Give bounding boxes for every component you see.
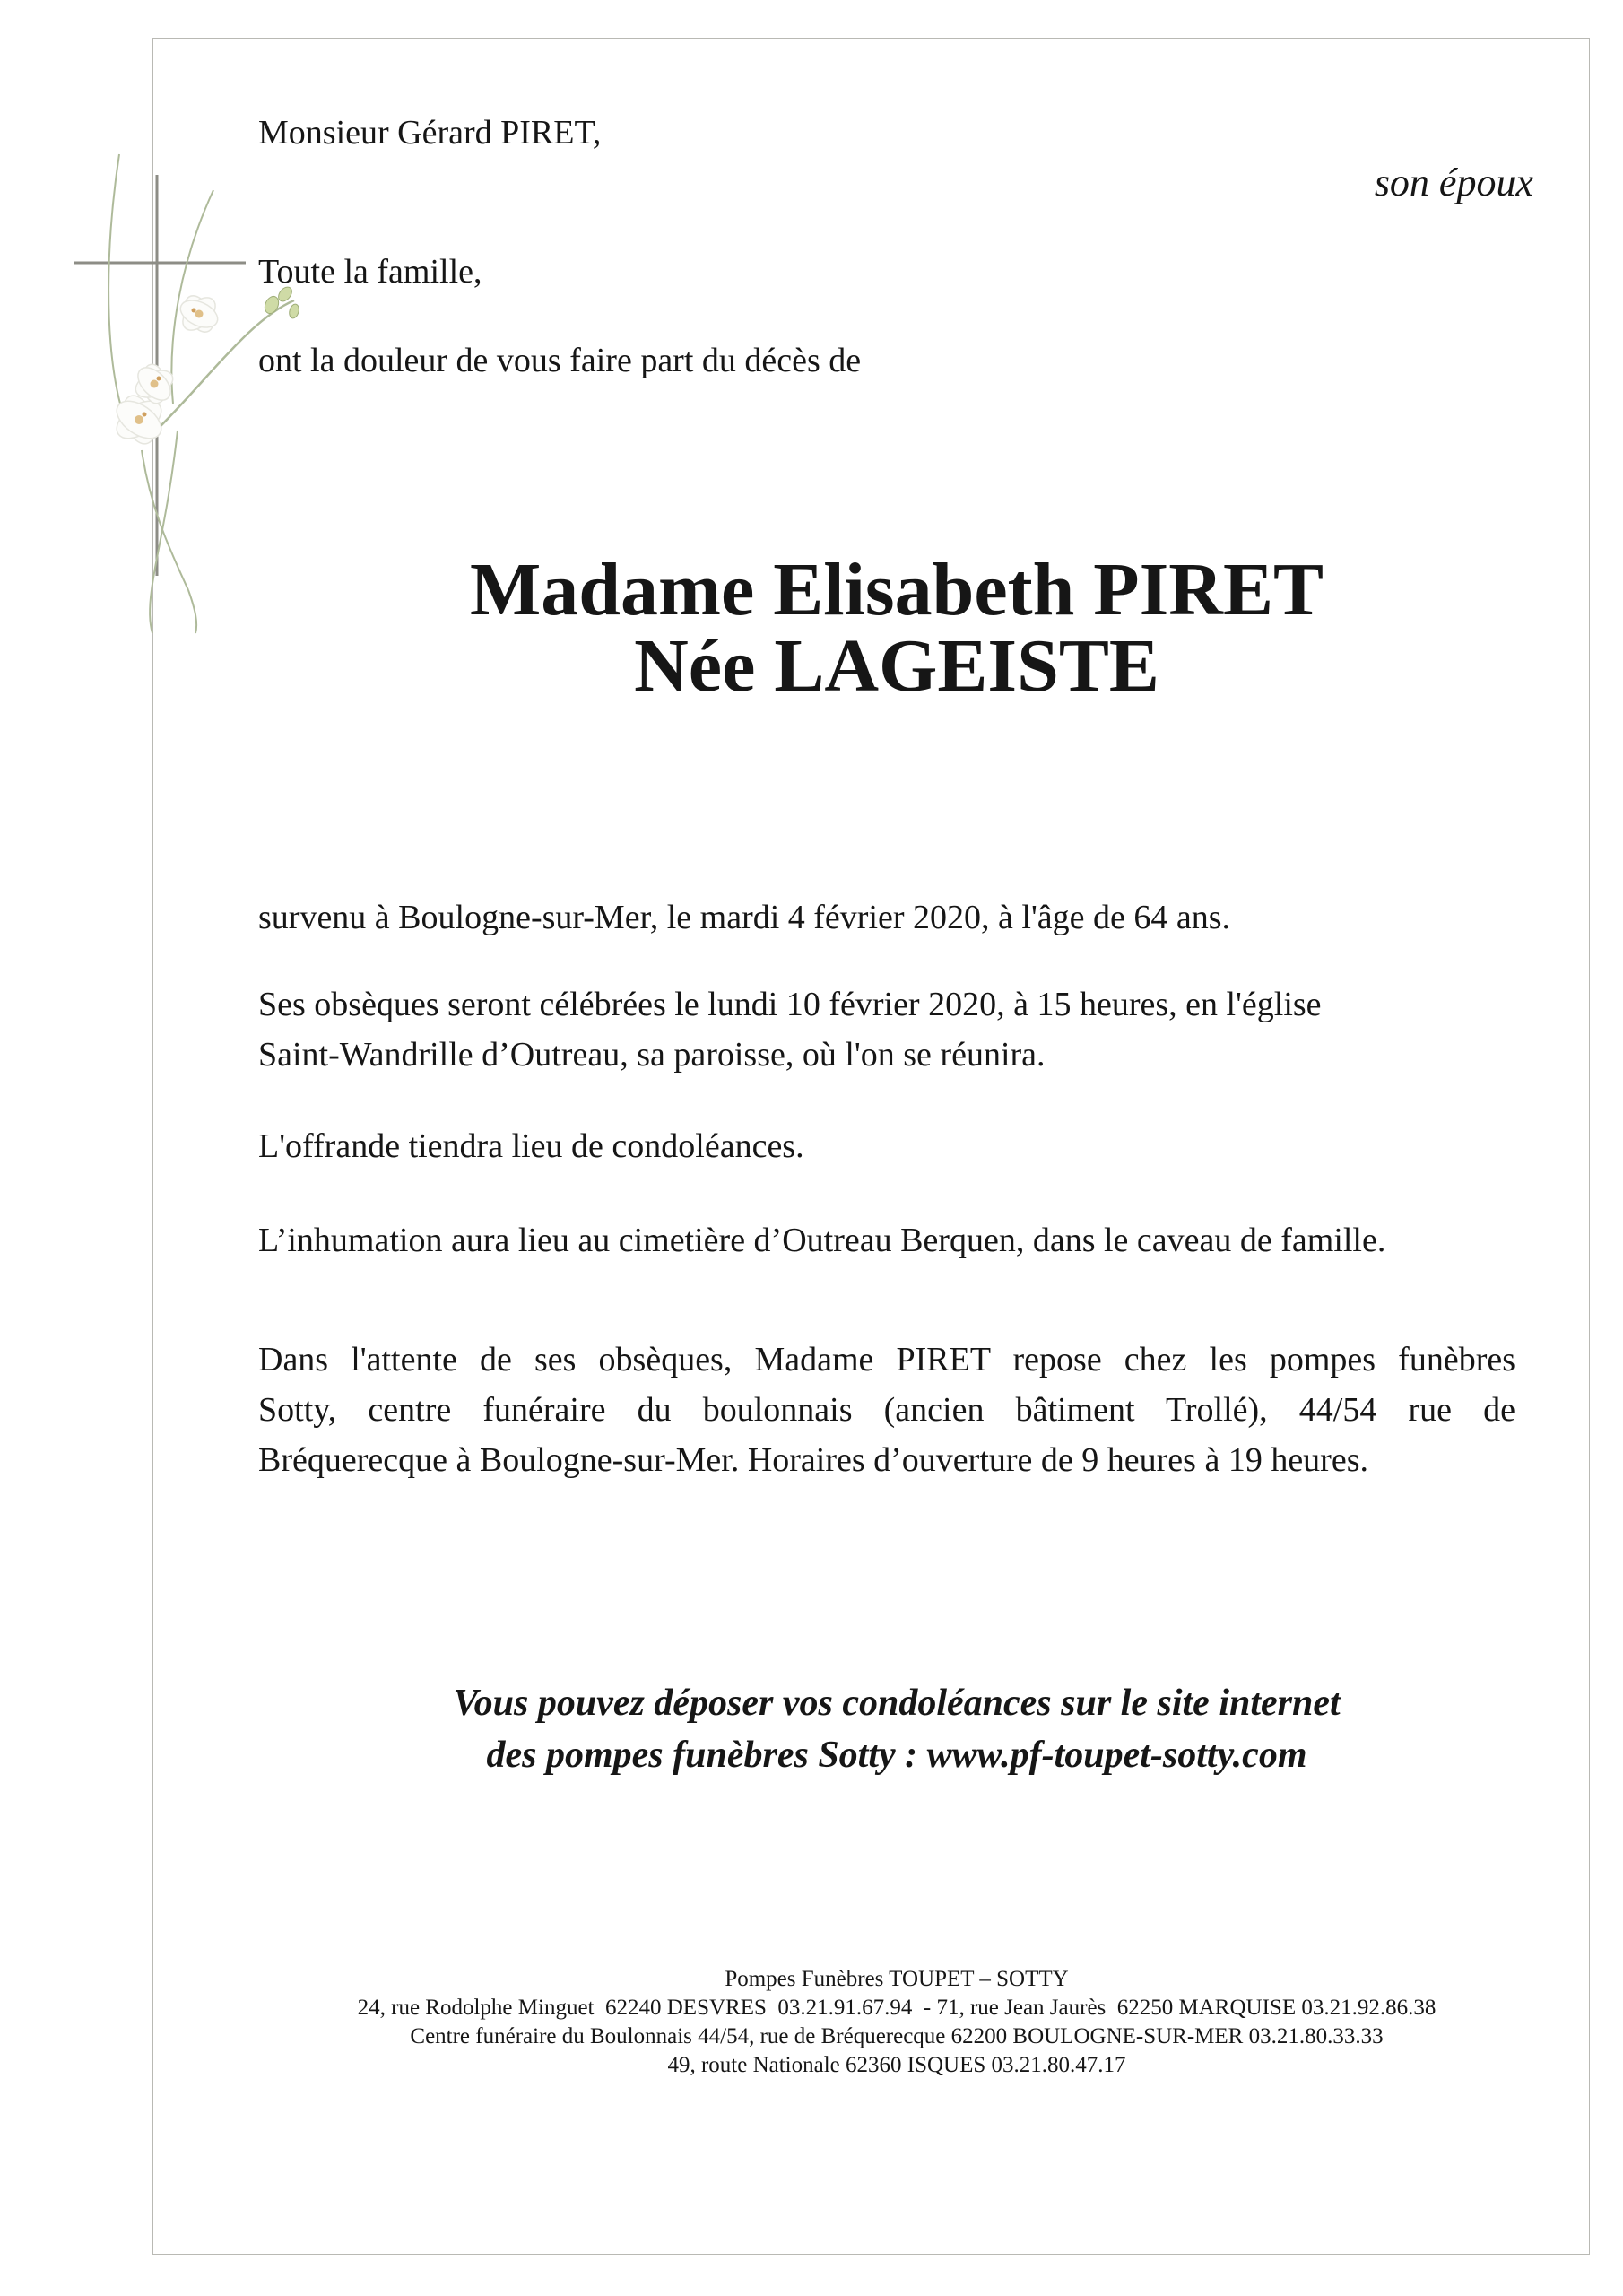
footer-address-line1: 24, rue Rodolphe Minguet 62240 DESVRES 03.21.91.67.94 - 71, rue Jean Jaurès 62250 MARQUISE 03.21.92.86.38 [357, 1996, 1436, 2020]
burial-note: L’inhumation aura lieu au cimetière d’Outreau Berquen, dans le caveau de famille. [258, 1222, 1386, 1259]
footer-address-line2: Centre funéraire du Boulonnais 44/54, rue de Bréquerecque 62200 BOULOGNE-SUR-MER 03.21.80.33.33 [410, 2024, 1384, 2048]
deceased-maiden-name: Née LAGEISTE [634, 624, 1159, 708]
footer-address-line3: 49, route Nationale 62360 ISQUES 03.21.80.47.17 [667, 2053, 1126, 2077]
condolences-website-line1: Vous pouvez déposer vos condoléances sur le site internet [453, 1683, 1341, 1724]
offering-note: L'offrande tiendra lieu de condoléances. [258, 1127, 804, 1165]
repose-line1: Dans l'attente de ses obsèques, Madame PIRET repose chez les pompes funèbres [258, 1341, 1515, 1378]
repose-line2: Sotty, centre funéraire du boulonnais (ancien bâtiment Trollé), 44/54 rue de [258, 1391, 1515, 1429]
relation-label: son époux [1374, 161, 1533, 204]
announcer-family: Toute la famille, [258, 253, 482, 291]
announcement-intro: ont la douleur de vous faire part du décès de [258, 342, 862, 379]
footer-company-name: Pompes Funèbres TOUPET – SOTTY [725, 1967, 1069, 1991]
condolences-website-line2: des pompes funèbres Sotty : www.pf-toupet-sotty.com [486, 1735, 1307, 1776]
announcer-husband: Monsieur Gérard PIRET, [258, 114, 602, 152]
white-flowers [110, 291, 222, 448]
deceased-name: Madame Elisabeth PIRET [469, 548, 1324, 631]
funeral-details-line1: Ses obsèques seront célébrées le lundi 10 février 2020, à 15 heures, en l'église [258, 986, 1322, 1023]
funeral-details-line2: Saint-Wandrille d’Outreau, sa paroisse, où l'on se réunira. [258, 1036, 1046, 1074]
death-details: survenu à Boulogne-sur-Mer, le mardi 4 février 2020, à l'âge de 64 ans. [258, 899, 1231, 936]
repose-line3: Bréquerecque à Boulogne-sur-Mer. Horaires d’ouverture de 9 heures à 19 heures. [258, 1441, 1368, 1479]
